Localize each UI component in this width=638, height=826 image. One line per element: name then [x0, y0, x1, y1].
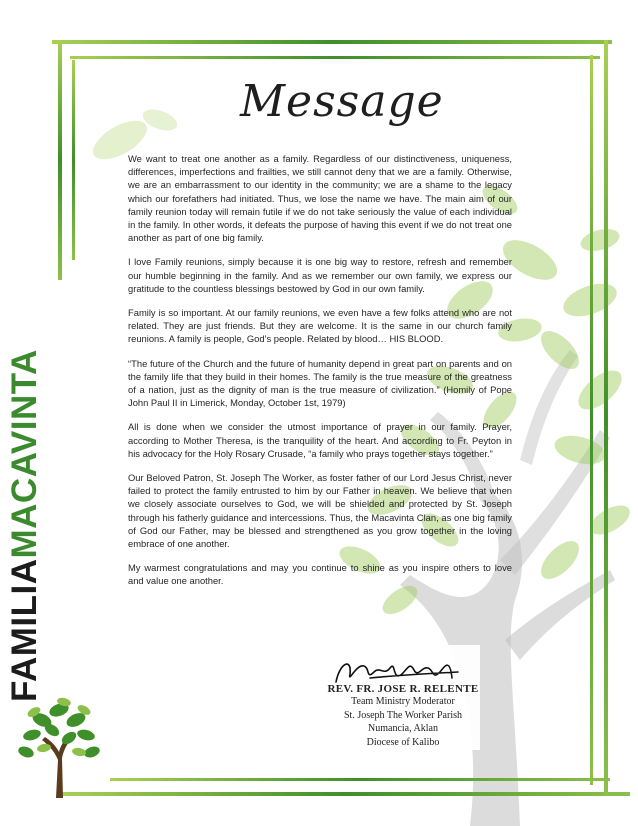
frame-right-line — [604, 40, 608, 796]
frame-bottom-line-inner — [110, 778, 610, 781]
paragraph: My warmest congratulations and may you continue to shine as you inspire others to love and value one another. — [128, 562, 512, 587]
signatory-diocese: Diocese of Kalibo — [366, 736, 440, 748]
frame-left-line-inner — [72, 60, 75, 260]
signatory-name: REV. FR. JOSE R. RELENTE — [327, 683, 479, 695]
paragraph: “The future of the Church and the future of humanity depend in great part on parents and on the family life that they build in their homes. The family is the true measure of the greatness of a nation, just as the dignity of man is the true measure of civilization.” (Homily of Pope John Paul II in Limerick, Monday, October 1st, 1979) — [128, 357, 512, 409]
tree-logo-icon — [14, 690, 104, 800]
side-title-familia: FAMILIA — [5, 558, 44, 702]
side-title — [4, 282, 46, 702]
paragraph: We want to treat one another as a family. Regardless of our distinctiveness, uniqueness, differences, imperfections and frailties, we still cannot deny that we are a family. Otherwise, we are an embarrassment to our identity in the community; we are a shame to the legacy which our forefathers had initiated. Thus, we lose the name we have. The main aim of our family reunion today will remain futile if we do not take seriously the value of each individual in the family. In other words, it defeats the purpose of having this event if we do not treat one another as part of one big family. — [128, 153, 512, 244]
paragraph: Family is so important. At our family reunions, we even have a few folks attend who are not related. They are just friends. But they are welcome. It is the same in our church family reunions. A family is people, God’s people. Related by blood… HIS BLOOD. — [128, 307, 512, 345]
paragraph: I love Family reunions, simply because it is one big way to restore, refresh and remember our humble beginning in the family. And as we remember our own family, we express our gratitude to the countless blessings bestowed by God in our own family. — [128, 256, 512, 294]
frame-top-line — [52, 40, 612, 44]
side-title-macavinta: MACAVINTA — [5, 349, 44, 559]
signatory-parish: St. Joseph The Worker Parish — [344, 709, 462, 721]
signatory-title: Team Ministry Moderator — [351, 696, 455, 707]
frame-bottom-line — [60, 792, 630, 796]
frame-left-line — [58, 40, 62, 280]
signatory-location: Numancia, Aklan — [368, 723, 438, 734]
signature-block — [318, 652, 488, 749]
paragraph: Our Beloved Patron, St. Joseph The Worker, as foster father of our Lord Jesus Christ, never failed to protect the family entrusted to him by our Father in heaven. We believe that when we closely associate ourselves to God, we will be shielded and protected by St. Joseph through his fatherly guidance and intercessions. Thus, the Macavinta Clan, as one big family of God our Father, may be blessed and strengthened as you grow together in the loving embrace of one another. — [128, 472, 512, 550]
page-title: Message — [240, 76, 444, 127]
frame-top-line-inner — [70, 56, 600, 59]
message-body — [128, 152, 512, 599]
frame-right-line-inner — [590, 55, 593, 785]
paragraph: All is done when we consider the utmost importance of prayer in our family. Prayer, according to Mother Theresa, is the tranquility of the heart. And according to Fr. Peyton in his advocacy for the Holy Rosary Crusade, “a family who prays together stays together.” — [128, 421, 512, 459]
